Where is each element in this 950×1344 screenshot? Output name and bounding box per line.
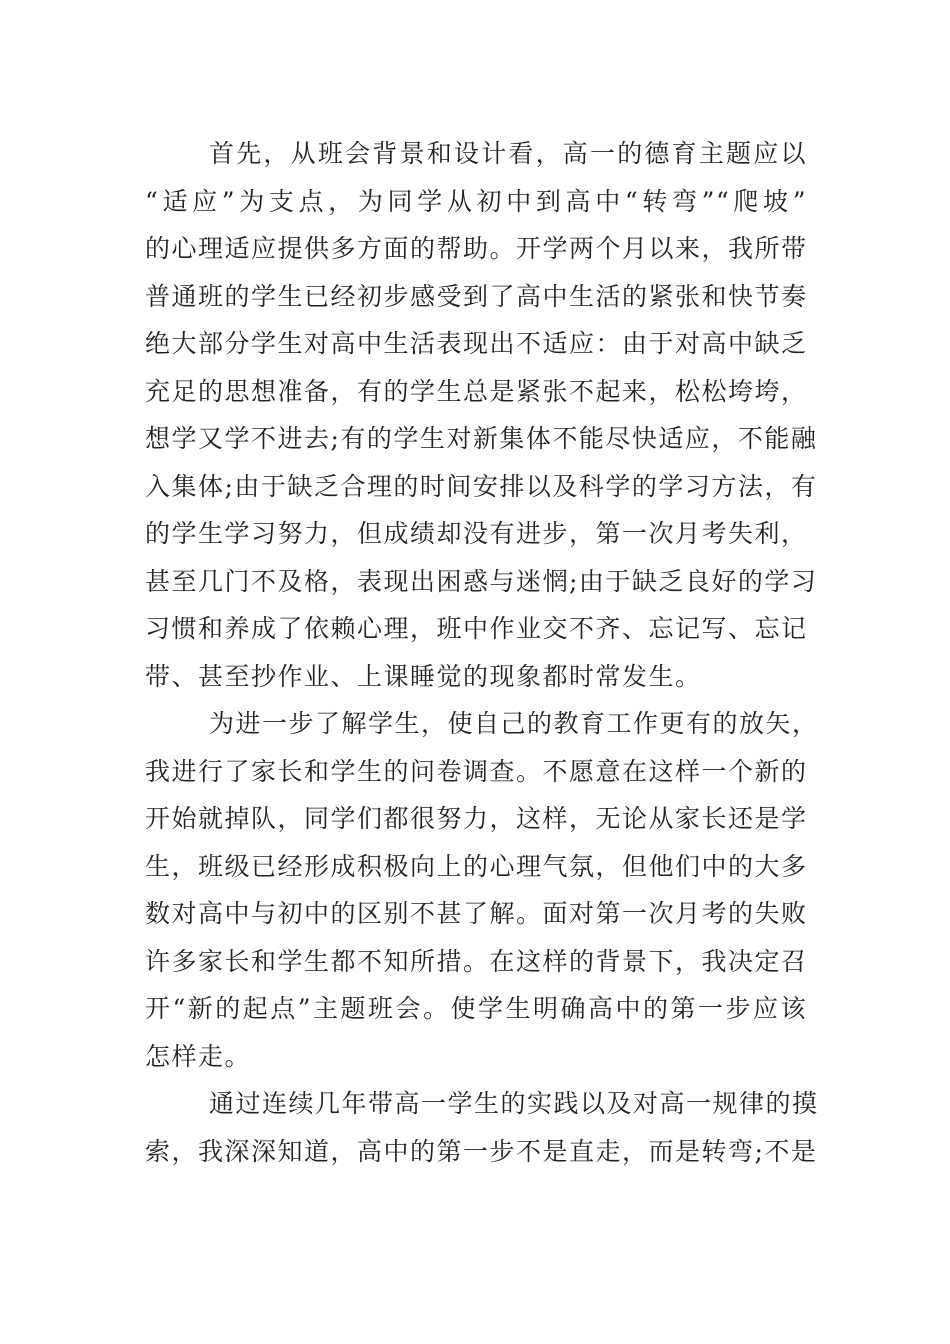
paragraph-line: 许多家长和学生都不知所措。在这样的背景下，我决定召 xyxy=(145,946,808,976)
paragraph-line: 开始就掉队，同学们都很努力，这样，无论从家长还是学 xyxy=(145,804,808,833)
paragraph-line: 甚至几门不及格，表现出困惑与迷惘;由于缺乏良好的学习 xyxy=(145,566,818,596)
paragraph-line: 普通班的学生已经初步感受到了高中生活的紧张和快节奏 xyxy=(145,281,808,311)
paragraph-line: 通过连续几年带高一学生的实践以及对高一规律的摸 xyxy=(209,1089,819,1118)
paragraph-line: 绝大部分学生对高中生活表现出不适应：由于对高中缺乏 xyxy=(145,329,808,358)
paragraph-line: 索，我深深知道，高中的第一步不是直走，而是转弯;不是 xyxy=(145,1136,818,1166)
paragraph-3 xyxy=(145,1080,819,1175)
paragraph-line: 开“新的起点”主题班会。使学生明确高中的第一步应该 xyxy=(145,994,807,1023)
paragraph-2 xyxy=(145,700,819,1080)
paragraph-line: “适应”为支点，为同学从初中到高中“转弯”“爬坡” xyxy=(145,186,807,216)
paragraph-line: 想学又学不进去;有的学生对新集体不能尽快适应，不能融 xyxy=(145,424,818,453)
body-text xyxy=(145,130,819,1175)
paragraph-line: 充足的思想准备，有的学生总是紧张不起来，松松垮垮， xyxy=(145,376,808,406)
paragraph-1 xyxy=(145,130,818,700)
paragraph-line: 带、甚至抄作业、上课睡觉的现象都时常发生。 xyxy=(145,661,702,691)
paragraph-line: 怎样走。 xyxy=(145,1041,252,1071)
paragraph-line: 首先，从班会背景和设计看，高一的德育主题应以 xyxy=(209,139,807,168)
paragraph-line: 的学生学习努力，但成绩却没有进步，第一次月考失利， xyxy=(145,519,808,548)
paragraph-line: 数对高中与初中的区别不甚了解。面对第一次月考的失败 xyxy=(145,899,808,928)
paragraph-line: 习惯和养成了依赖心理，班中作业交不齐、忘记写、忘记 xyxy=(145,614,808,643)
paragraph-line: 生，班级已经形成积极向上的心理气氛，但他们中的大多 xyxy=(145,851,808,881)
paragraph-line: 入集体;由于缺乏合理的时间安排以及科学的学习方法，有 xyxy=(145,471,818,501)
paragraph-line: 为进一步了解学生，使自己的教育工作更有的放矢， xyxy=(209,709,819,738)
paragraph-line: 我进行了家长和学生的问卷调查。不愿意在这样一个新的 xyxy=(145,756,808,786)
paragraph-line: 的心理适应提供多方面的帮助。开学两个月以来，我所带 xyxy=(145,234,808,263)
